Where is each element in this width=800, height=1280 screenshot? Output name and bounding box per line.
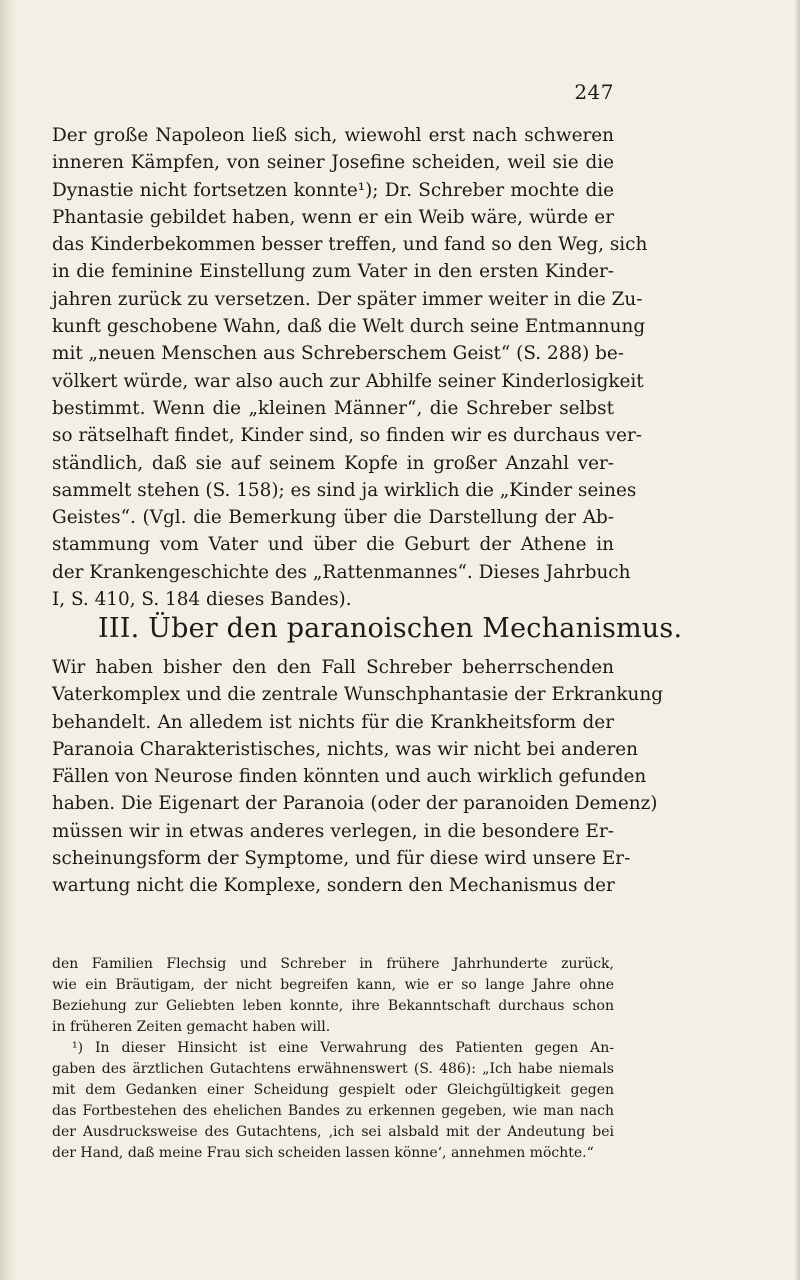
text-line: stammung vom Vater und über die Geburt der Athene in [52,534,614,556]
text-line: mit „neuen Menschen aus Schreberschem Geist“ (S. 288) be- [52,343,624,365]
text-line: Dynastie nicht fortsetzen konnte¹); Dr. Schreber mochte die [52,179,614,201]
footnote-line: Beziehung zur Geliebten leben konnte, ihre Bekanntschaft durchaus schon [52,998,614,1014]
text-line: jahren zurück zu versetzen. Der später immer weiter in die Zu- [52,288,643,310]
text-line: bestimmt. Wenn die „kleinen Männer“, die Schreber selbst [52,397,614,419]
footnote-line: der Ausdrucksweise des Gutachtens, ‚ich sei alsbald mit der Andeutung bei [52,1124,614,1140]
text-line: so rätselhaft findet, Kinder sind, so finden wir es durchaus ver- [52,425,642,447]
paragraph-1 [52,122,648,613]
text-line: Wir haben bisher den den Fall Schreber beherrschenden [52,657,614,678]
text-line: der Krankengeschichte des „Rattenmannes“. Dieses Jahrbuch [52,561,631,583]
text-line: sammelt stehen (S. 158); es sind ja wirklich die „Kinder seines [52,479,637,501]
page-edge-shadow [794,0,800,1280]
footnote-line: das Fortbestehen des ehelichen Bandes zu erkennen gegeben, wie man nach [52,1103,614,1119]
text-line: wartung nicht die Komplexe, sondern den Mechanismus der [52,875,615,897]
text-line: haben. Die Eigenart der Paranoia (oder der paranoiden Demenz) [52,793,658,815]
text-line: Paranoia Charakteristisches, nichts, was wir nicht bei anderen [52,738,639,760]
footnote-line: ¹) In dieser Hinsicht ist eine Verwahrung des Patienten gegen An- [72,1040,614,1056]
footnote-line: den Familien Flechsig und Schreber in frühere Jahrhunderte zurück, [52,956,614,972]
footnote-line: mit dem Gedanken einer Scheidung gespielt oder Gleichgültigkeit gegen [52,1082,614,1098]
footnote-line: der Hand, daß meine Frau sich scheiden lassen könne‘, annehmen möchte.“ [52,1145,594,1161]
text-line: Fällen von Neurose finden könnten und auch wirklich gefunden [52,766,647,788]
text-line: Geistes“. (Vgl. die Bemerkung über die Darstellung der Ab- [52,507,614,529]
text-line: behandelt. An alledem ist nichts für die Krankheitsform der [52,711,614,733]
text-line: kunft geschobene Wahn, daß die Welt durch seine Entmannung [52,316,646,338]
text-line: scheinungsform der Symptome, und für diese wird unsere Er- [52,848,631,870]
text-line: Vaterkomplex und die zentrale Wunschphantasie der Erkrankung [52,684,664,706]
section-heading: III. Über den paranoischen Mechanismus. [98,613,683,644]
text-line: Der große Napoleon ließ sich, wiewohl erst nach schweren [52,125,614,146]
text-line: das Kinderbekommen besser treffen, und fand so den Weg, sich [52,234,648,256]
text-line: inneren Kämpfen, von seiner Josefine scheiden, weil sie die [52,152,614,174]
text-line: Phantasie gebildet haben, wenn er ein Weib wäre, würde er [52,206,614,228]
text-line: ständlich, daß sie auf seinem Kopfe in großer Anzahl ver- [52,452,614,474]
text-line: I, S. 410, S. 184 dieses Bandes). [52,589,352,611]
footnote-line: gaben des ärztlichen Gutachtens erwähnenswert (S. 486): „Ich habe niemals [52,1061,614,1077]
page-number: 247 [574,80,614,104]
text-line: müssen wir in etwas anderes verlegen, in die besondere Er- [52,820,614,842]
footnotes [52,954,614,1164]
text-line: in die feminine Einstellung zum Vater in den ersten Kinder- [52,261,614,283]
page-binding-shadow [0,0,16,1280]
section-paragraph [52,654,664,900]
footnote-line: wie ein Bräutigam, der nicht begreifen kann, wie er so lange Jahre ohne [52,977,614,993]
footnote-line: in früheren Zeiten gemacht haben will. [52,1019,331,1035]
text-line: völkert würde, war also auch zur Abhilfe seiner Kinderlosigkeit [52,370,644,392]
